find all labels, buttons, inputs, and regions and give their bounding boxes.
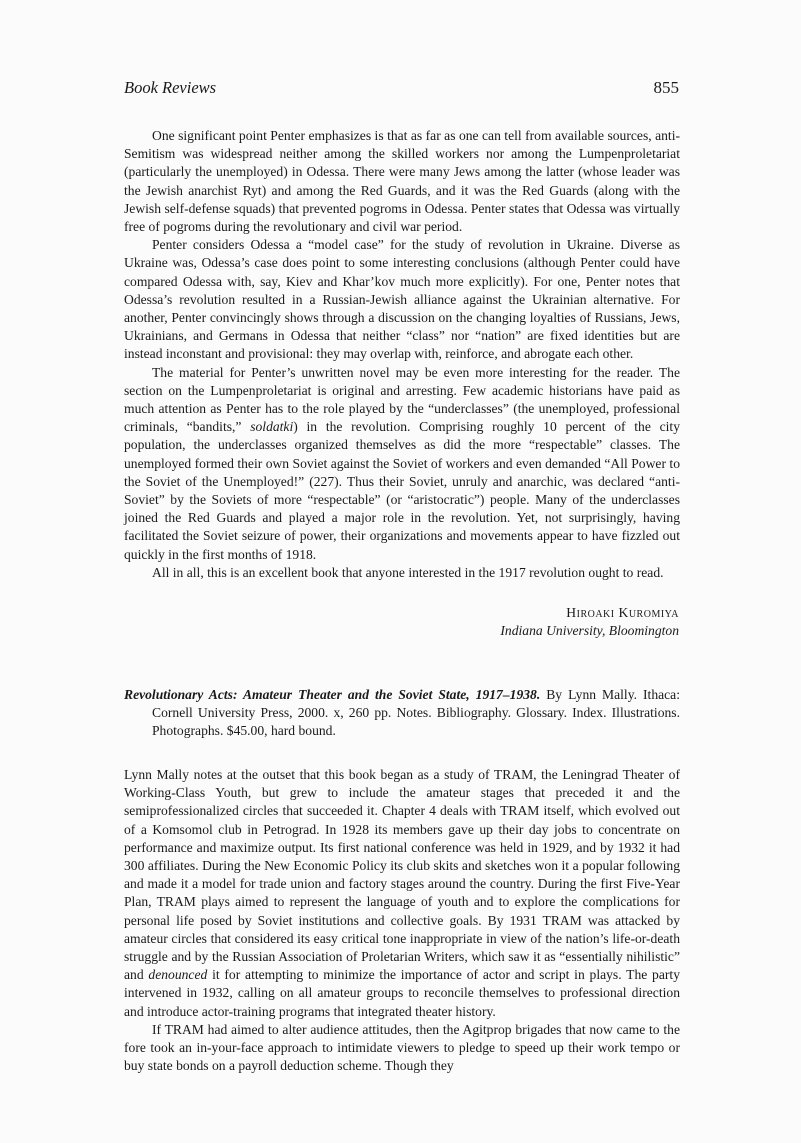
paragraph-text: The material for Penter’s unwritten novel may be even more interesting for the reader. The section on the Lumpenproletariat is original and arresting. Few academic historians have paid as much attention as Penter has to the role played by the “underclasses” (the unemployed, professional criminals, “bandits,”	[124, 364, 680, 435]
book-title: Revolutionary Acts: Amateur Theater and the Soviet State, 1917–1938.	[124, 687, 541, 702]
paragraph	[124, 364, 680, 564]
italic-term: denounced	[148, 967, 208, 983]
review-1-body	[124, 127, 680, 582]
paragraph: One significant point Penter emphasizes is that as far as one can tell from available sources, anti-Semitism was widespread neither among the skilled workers nor among the Lumpenproletariat (particularly the unemployed) in Odessa. There were many Jews among the latter (whose leader was the Jewish anarchist Ryt) and among the Red Guards, and it was the Red Guards (along with the Jewish self-defense squads) that prevented pogroms in Odessa. Penter states that Odessa was virtually free of pogroms during the revolutionary and civil war period.	[124, 128, 680, 235]
reviewer-affiliation: Indiana University, Bloomington	[500, 623, 679, 639]
book-details: By Lynn Mally. Ithaca: Cornell University Press, 2000. x, 260 pp. Notes. Bibliography. Glossary. Index. Illustrations. Photographs. $45.00, hard bound.	[152, 687, 680, 739]
paragraph-text: ) in the revolution. Comprising roughly 10 percent of the city population, the underclasses organized themselves as did the more “respectable” classes. The unemployed formed their own Soviet against the Soviet of workers and even demanded “All Power to the Soviet of the Unemployed!” (227). Thus their Soviet, unruly and anarchic, was declared “anti-Soviet” by the Soviets of more “respectable” (or “aristocratic”) people. Many of the underclasses joined the Red Guards and played a major role in the revolution. Yet, not surprisingly, having facilitated the Soviet seizure of power, their organizations and movements appear to have fizzled out quickly in the first months of 1918.	[124, 419, 681, 562]
paragraph: Penter considers Odessa a “model case” for the study of revolution in Ukraine. Diverse as Ukraine was, Odessa’s case does point to some interesting conclusions (although Penter could have compared Odessa with, say, Kiev and Khar’kov much more explicitly). For one, Penter notes that Odessa’s revolution resulted in a Russian-Jewish alliance against the Ukrainian alternative. For another, Penter convincingly shows through a discussion on the changing loyalties of Russians, Jews, Ukrainians, and Germans in Odessa that neither “class” nor “nation” are fixed identities but are instead inconstant and provisional: they may overlap with, reinforce, and abrogate each other.	[124, 237, 680, 362]
review-2-body	[124, 766, 680, 1075]
paragraph-text: it for attempting to minimize the importance of actor and script in plays. The party intervened in 1932, calling on all amateur groups to reconcile themselves to professional direction and introduce actor-training programs that integrated theater history.	[124, 967, 680, 1019]
book-citation	[124, 686, 680, 741]
paragraph	[124, 766, 680, 1021]
paragraph-text: Lynn Mally notes at the outset that this book began as a study of TRAM, the Leningrad Theater of Working-Class Youth, but grew to include the amateur stages that preceded it and the semiprofessionalized circles that succeeded it. Chapter 4 deals with TRAM itself, which evolved out of a Komsomol club in Petrograd. In 1928 its members gave up their day jobs to concentrate on performance and maximize output. Its first national conference was held in 1929, and by 1932 it had 300 affiliates. During the New Economic Policy its club skits and sketches won it a popular following and made it a model for trade union and factory stages around the country. During the first Five-Year Plan, TRAM plays aimed to represent the language of youth and to explore the complications for personal life posed by Soviet institutions and collective goals. By 1931 TRAM was attacked by amateur circles that considered its easy critical tone inappropriate in view of the nation’s life-or-death struggle and by the Russian Association of Proletarian Writers, which saw it as “essentially nihilistic” and	[124, 767, 680, 983]
paragraph: If TRAM had aimed to alter audience attitudes, then the Agitprop brigades that now came to the fore took an in-your-face approach to intimidate viewers to pledge to speed up their work tempo or buy state bonds on a payroll deduction scheme. Though they	[124, 1021, 680, 1074]
paragraph: All in all, this is an excellent book that anyone interested in the 1917 revolution ought to read.	[152, 564, 664, 580]
running-head: Book Reviews	[124, 78, 217, 97]
reviewer-signature	[500, 604, 679, 640]
reviewer-name: Hiroaki Kuromiya	[566, 605, 679, 620]
italic-term: soldatki	[250, 419, 294, 435]
page-number: 855	[653, 78, 679, 97]
